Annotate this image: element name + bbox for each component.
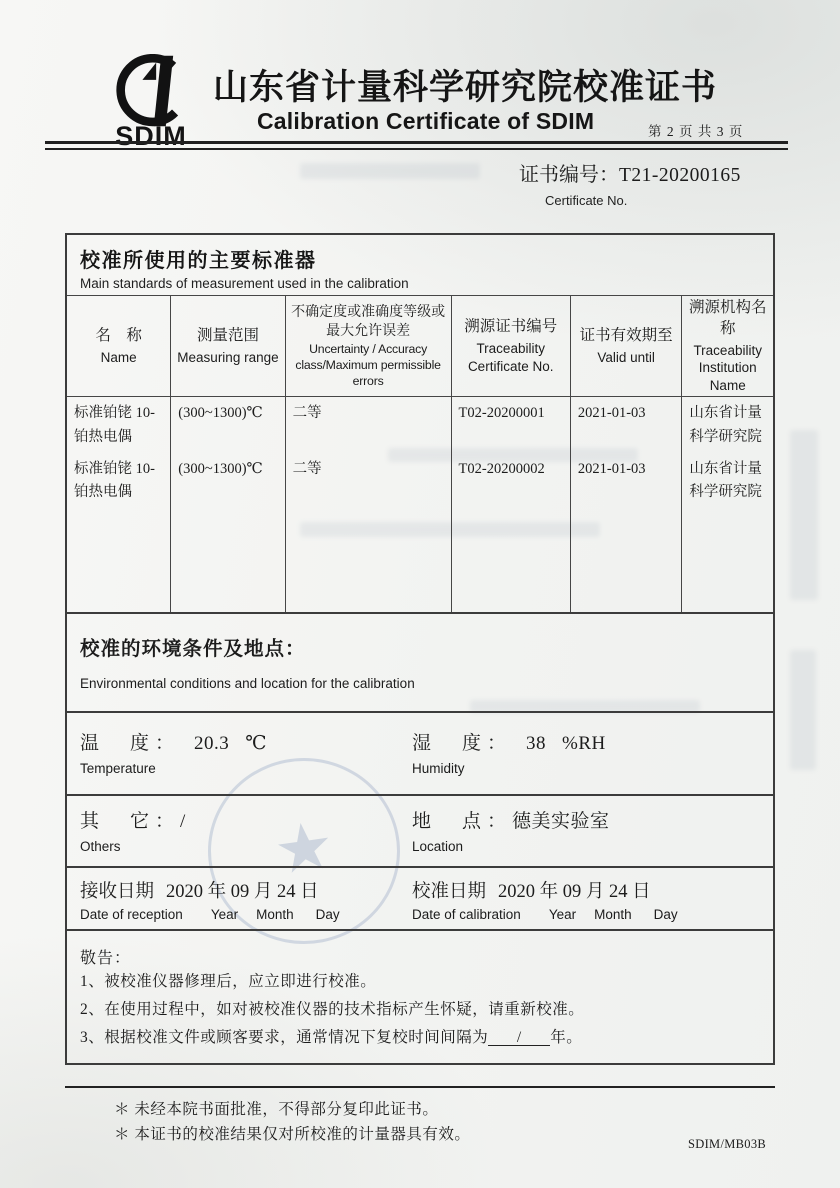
table-empty-row [67, 511, 773, 612]
seal-star-icon: ★ [269, 805, 339, 891]
recalibration-interval-blank: / [488, 1030, 550, 1046]
location-field [412, 806, 773, 866]
cell-uncertainty: 二等 [285, 453, 451, 511]
humidity-label-en: Humidity [412, 760, 465, 776]
col-header-valid-until: 证书有效期至 Valid until [570, 296, 682, 397]
conditions-row [67, 711, 773, 794]
bleed-through-artifact [790, 430, 818, 600]
sdim-logo-icon [108, 54, 194, 128]
reception-date-label-en: Date of reception [80, 906, 183, 922]
certificate-title-cn: 山东省计量科学研究院校准证书 [213, 68, 718, 107]
temperature-label-cn: 温 度： [80, 732, 181, 754]
cell-cert-no: T02-20200002 [451, 453, 570, 511]
reception-date-field: 接收日期 2020 年 09 月 24 日 Date of reception Year Month Day [80, 881, 340, 922]
page-number-info: 第 2 页 共 3 页 [648, 124, 744, 139]
bleed-through-artifact [790, 650, 816, 770]
calibration-date-field: 校准日期 2020 年 09 月 24 日 Date of calibration Year Month Day [412, 881, 678, 922]
certificate-number-value: T21-20200165 [619, 165, 741, 186]
cell-valid-until: 2021-01-03 [570, 397, 682, 453]
certificate-number-label: 证书编号： [519, 164, 619, 186]
notice-item-3: 3、根据校准文件或顾客要求，通常情况下复校时间间隔为 / 年。 [80, 1028, 583, 1046]
certificate-number-label-en: Certificate No. [545, 193, 628, 208]
table-row [67, 453, 773, 511]
col-header-name: 名 称 Name [67, 296, 171, 397]
col-header-institution: 溯源机构名称 Traceability Institution Name [682, 296, 773, 397]
others-field [80, 806, 412, 866]
reception-date-value: 2020 年 09 月 24 日 [166, 881, 319, 902]
location-label-cn: 地 点： [412, 810, 513, 832]
cell-cert-no: T02-20200001 [451, 397, 570, 453]
standards-header-row [67, 296, 773, 397]
col-header-range: 测量范围 Measuring range [171, 296, 285, 397]
others-location-row [67, 794, 773, 866]
others-value: / [180, 810, 186, 832]
cell-uncertainty: 二等 [285, 397, 451, 453]
notice-title: 敬告： [80, 949, 132, 967]
others-label-en: Others [80, 838, 121, 854]
footer-divider [65, 1086, 775, 1088]
temperature-unit: ℃ [245, 732, 268, 754]
bleed-through-artifact [300, 163, 480, 179]
cell-name: 标准铂铑 10-铂热电偶 [67, 453, 171, 511]
col-header-traceability-cert: 溯源证书编号 Traceability Certificate No. [451, 296, 570, 397]
main-frame [65, 233, 775, 1065]
cell-name: 标准铂铑 10-铂热电偶 [67, 397, 171, 453]
temperature-label-en: Temperature [80, 760, 156, 776]
calibration-date-label-cn: 校准日期 [412, 881, 487, 902]
cell-valid-until: 2021-01-03 [570, 453, 682, 511]
table-row [67, 397, 773, 453]
form-code: SDIM/MB03B [688, 1137, 767, 1151]
footer-note-2: ＊ 本证书的校准结果仅对所校准的计量器具有效。 [114, 1126, 471, 1143]
logo-text: SDIM [115, 121, 187, 151]
temperature-field [80, 728, 412, 794]
standards-section-header [67, 235, 773, 295]
humidity-label-cn: 湿 度： [412, 732, 513, 754]
cell-institution: 山东省计量科学研究院 [682, 397, 773, 453]
others-label-cn: 其 它： [80, 810, 181, 832]
standards-table [67, 295, 773, 612]
environment-title-en: Environmental conditions and location for the calibration [80, 675, 415, 691]
col-header-uncertainty: 不确定度或准确度等级或最大允许误差 Uncertainty / Accuracy class/Maximum permissible errors [285, 296, 451, 397]
standards-title-cn: 校准所使用的主要标准器 [80, 250, 317, 272]
notice-section [67, 929, 773, 1063]
temperature-value: 20.3 [194, 732, 230, 754]
standards-title-en: Main standards of measurement used in the calibration [80, 276, 409, 291]
humidity-field [412, 728, 773, 794]
footer-note-1: ＊ 未经本院书面批准，不得部分复印此证书。 [114, 1101, 439, 1118]
cell-institution: 山东省计量科学研究院 [682, 453, 773, 511]
humidity-unit: %RH [562, 732, 606, 754]
environment-section-header [67, 612, 773, 711]
cell-range: (300~1300)℃ [171, 453, 285, 511]
notice-item-1: 1、被校准仪器修理后，应立即进行校准。 [80, 972, 377, 990]
location-value: 德美实验室 [512, 810, 610, 832]
sdim-logo [96, 54, 206, 152]
location-label-en: Location [412, 838, 464, 854]
header-divider [45, 141, 788, 150]
dates-row [67, 866, 773, 929]
certificate-title-en: Calibration Certificate of SDIM [257, 108, 595, 134]
environment-title-cn: 校准的环境条件及地点： [80, 637, 306, 660]
humidity-value: 38 [526, 732, 547, 754]
calibration-date-label-en: Date of calibration [412, 906, 521, 922]
certificate-number [519, 158, 741, 187]
notice-item-2: 2、在使用过程中，如对被校准仪器的技术指标产生怀疑，请重新校准。 [80, 1000, 585, 1018]
calibration-date-value: 2020 年 09 月 24 日 [498, 881, 651, 902]
cell-range: (300~1300)℃ [171, 397, 285, 453]
reception-date-label-cn: 接收日期 [80, 881, 155, 902]
